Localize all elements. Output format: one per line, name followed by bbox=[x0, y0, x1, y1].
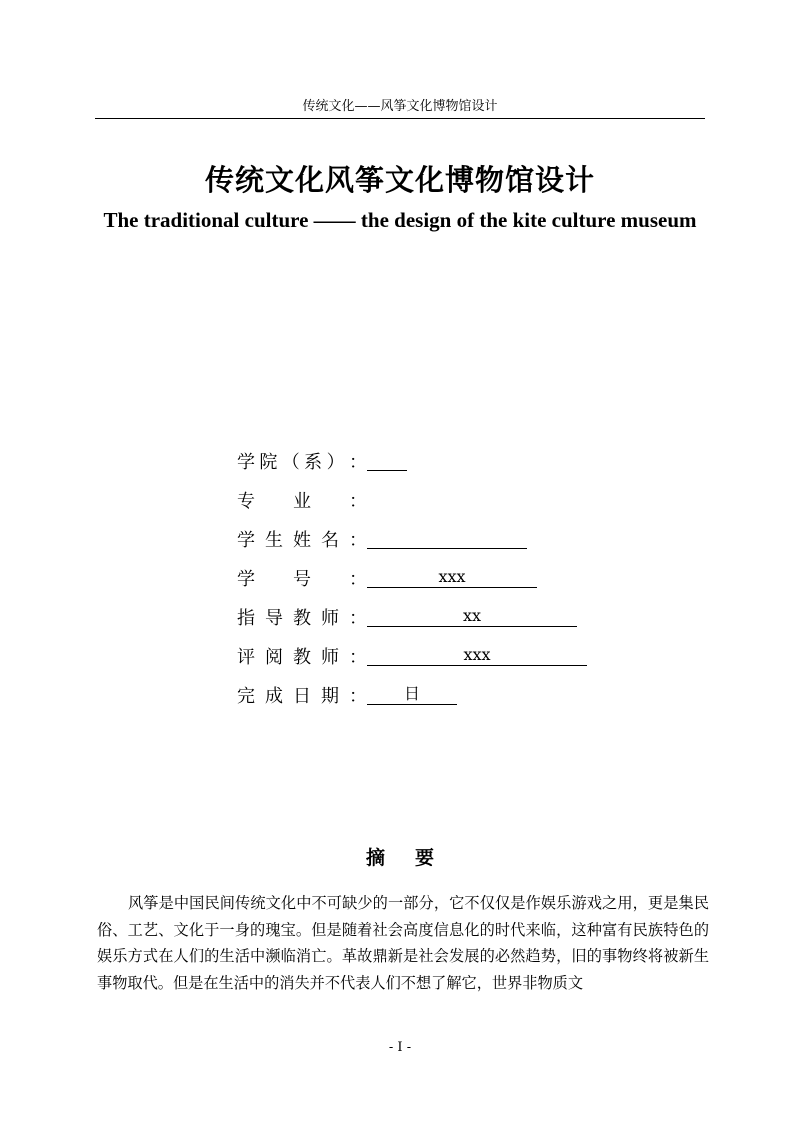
info-value-advisor: xx bbox=[367, 606, 577, 627]
title-chinese: 传统文化风筝文化博物馆设计 bbox=[204, 163, 595, 197]
info-row-student-name bbox=[237, 519, 587, 558]
info-value-completion-date: 日 bbox=[367, 684, 457, 705]
info-value-college bbox=[367, 450, 407, 471]
page-number: - I - bbox=[388, 1040, 412, 1055]
info-label-completion-date bbox=[237, 682, 367, 708]
info-label-advisor bbox=[237, 604, 367, 630]
info-row-advisor bbox=[237, 597, 587, 636]
abstract-heading: 摘要 bbox=[365, 847, 464, 869]
info-label-text: 评 阅 教 师 ： bbox=[237, 646, 367, 668]
info-label-text: 学 院 （ 系 ） ： bbox=[237, 451, 367, 473]
info-label-major bbox=[237, 487, 367, 513]
cover-info-block bbox=[237, 441, 587, 714]
info-value-student-id: xxx bbox=[367, 567, 537, 588]
running-header: 传统文化——风筝文化博物馆设计 bbox=[95, 95, 705, 119]
info-label-text: 指 导 教 师 ： bbox=[237, 607, 367, 629]
info-row-student-id bbox=[237, 558, 587, 597]
info-label-text: 专 业 ： bbox=[237, 490, 367, 512]
info-label-student-name bbox=[237, 526, 367, 552]
info-value-reviewer: xxx bbox=[367, 645, 587, 666]
info-value-student-name bbox=[367, 528, 527, 549]
info-label-college bbox=[237, 448, 367, 474]
info-row-major bbox=[237, 480, 587, 519]
info-label-text: 完 成 日 期 ： bbox=[237, 685, 367, 707]
info-label-text: 学 生 姓 名 ： bbox=[237, 529, 367, 551]
info-row-completion-date bbox=[237, 675, 587, 714]
info-label-text: 学 号 ： bbox=[237, 568, 367, 590]
info-row-reviewer bbox=[237, 636, 587, 675]
abstract-paragraph: 风筝是中国民间传统文化中不可缺少的一部分，它不仅仅是作娱乐游戏之用，更是集民俗、工艺、文化于一身的瑰宝。但是随着社会高度信息化的时代来临，这种富有民族特色的娱乐方式在人们的生活中濒临消亡。革故鼎新是社会发展的必然趋势，旧的事物终将被新生事物取代。但是在生活中的消失并不代表人们不想了解它，世界非物质文 bbox=[97, 894, 709, 992]
info-label-reviewer bbox=[237, 643, 367, 669]
info-row-college bbox=[237, 441, 587, 480]
title-english: The traditional culture —— the design of the kite culture museum bbox=[103, 208, 697, 232]
info-label-student-id bbox=[237, 565, 367, 591]
